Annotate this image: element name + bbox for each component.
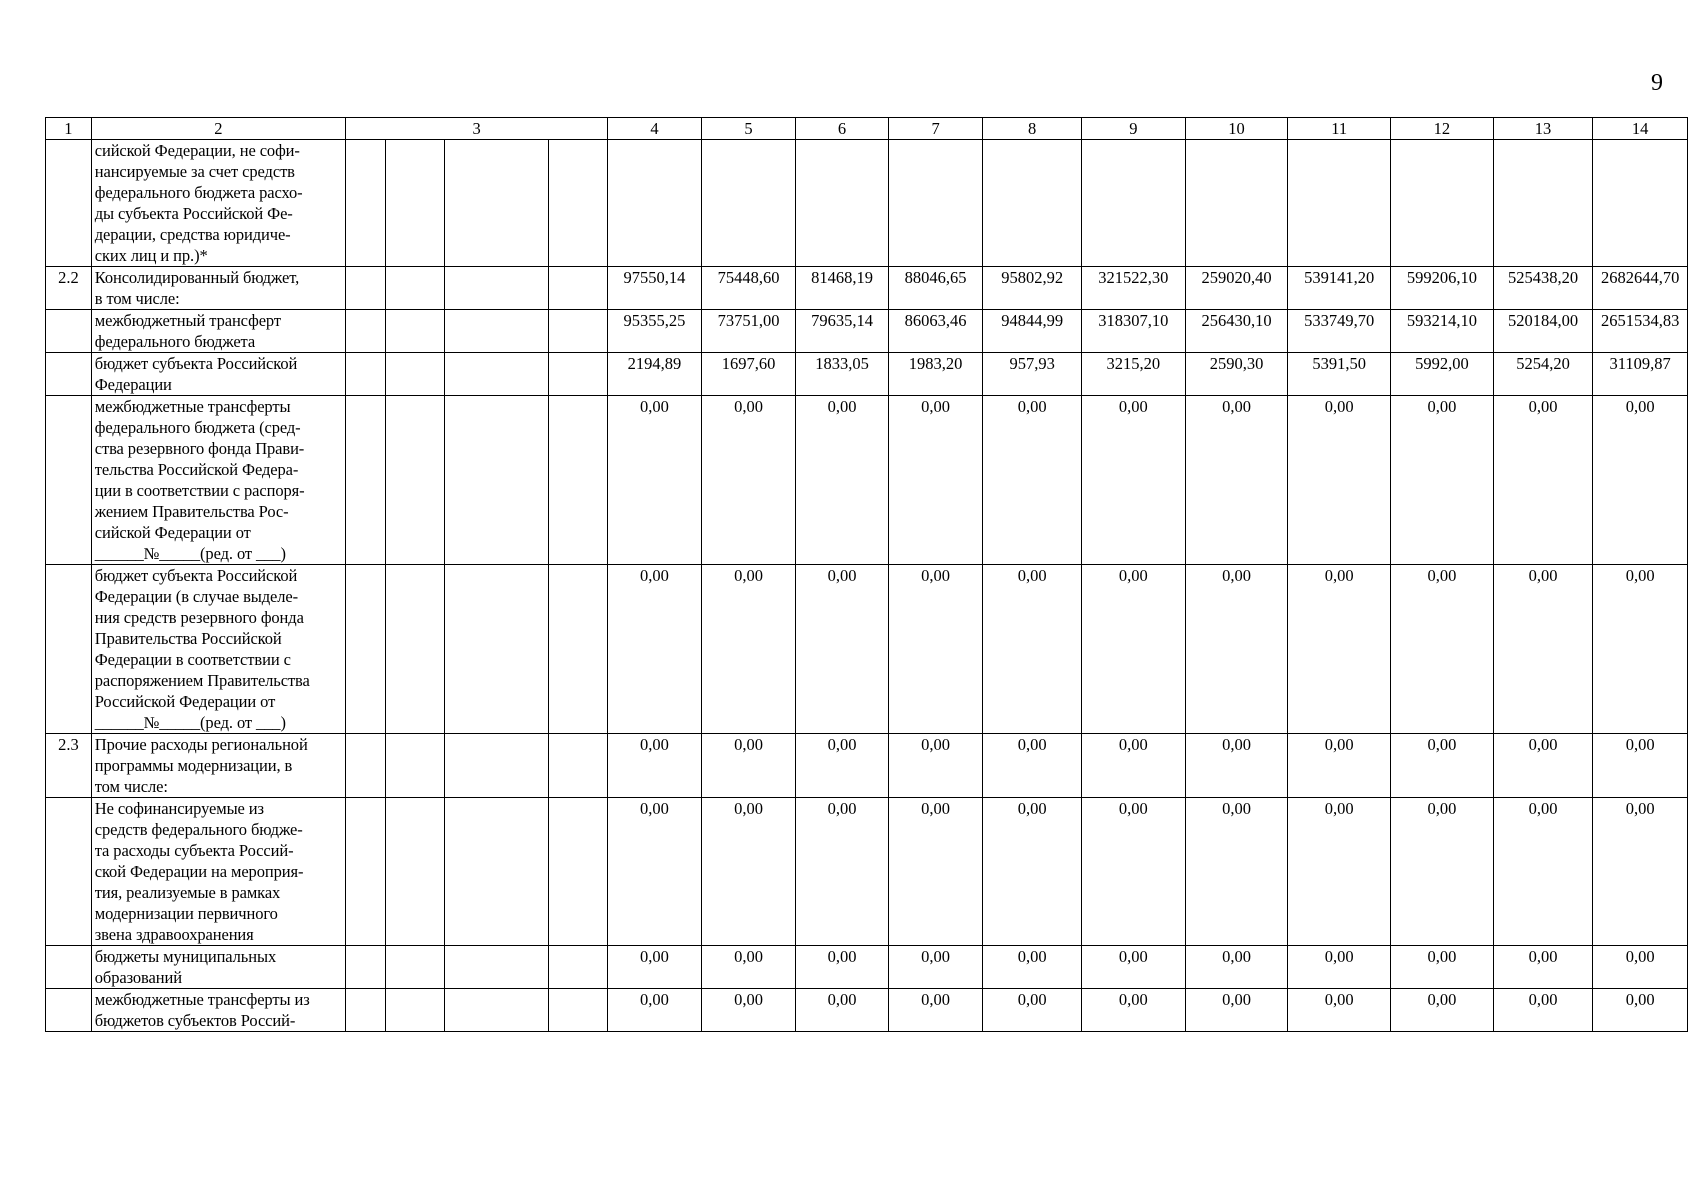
empty-cell bbox=[549, 267, 608, 310]
row-label-line: межбюджетный трансферт bbox=[94, 311, 281, 330]
row-label-line: межбюджетные трансферты bbox=[94, 397, 291, 416]
value-cell: 2651534,83 bbox=[1593, 310, 1688, 353]
empty-cell bbox=[385, 310, 444, 353]
row-label-line: образований bbox=[94, 968, 182, 987]
empty-cell bbox=[444, 798, 549, 946]
value-cell: 321522,30 bbox=[1081, 267, 1185, 310]
row-label bbox=[91, 989, 345, 1032]
column-header: 4 bbox=[608, 118, 702, 140]
value-cell: 75448,60 bbox=[701, 267, 796, 310]
empty-cell bbox=[444, 734, 549, 798]
value-cell: 95355,25 bbox=[608, 310, 702, 353]
value-cell: 3215,20 bbox=[1081, 353, 1185, 396]
row-label bbox=[91, 310, 345, 353]
empty-cell bbox=[345, 946, 385, 989]
value-cell: 0,00 bbox=[1185, 396, 1288, 565]
header-row bbox=[46, 118, 1688, 140]
value-cell: 0,00 bbox=[608, 946, 702, 989]
table-row bbox=[46, 267, 1688, 310]
value-cell: 0,00 bbox=[701, 989, 796, 1032]
empty-cell bbox=[549, 396, 608, 565]
empty-cell bbox=[385, 798, 444, 946]
empty-cell bbox=[345, 140, 385, 267]
empty-cell bbox=[345, 353, 385, 396]
empty-cell bbox=[385, 267, 444, 310]
value-cell: 94844,99 bbox=[983, 310, 1082, 353]
table-row bbox=[46, 353, 1688, 396]
value-cell: 5992,00 bbox=[1391, 353, 1494, 396]
value-cell: 0,00 bbox=[796, 565, 889, 734]
empty-cell bbox=[444, 946, 549, 989]
row-label-line: звена здравоохранения bbox=[94, 925, 254, 944]
value-cell: 0,00 bbox=[796, 989, 889, 1032]
row-label-line: ских лиц и пр.)* bbox=[94, 246, 208, 265]
row-label-line: распоряжением Правительства bbox=[94, 671, 310, 690]
value-cell: 0,00 bbox=[1185, 734, 1288, 798]
row-label bbox=[91, 734, 345, 798]
value-cell: 0,00 bbox=[608, 734, 702, 798]
value-cell: 0,00 bbox=[1593, 565, 1688, 734]
row-label bbox=[91, 140, 345, 267]
row-label-line: Консолидированный бюджет, bbox=[94, 268, 300, 287]
value-cell: 0,00 bbox=[888, 565, 983, 734]
value-cell: 0,00 bbox=[1593, 946, 1688, 989]
empty-cell bbox=[549, 734, 608, 798]
value-cell: 0,00 bbox=[983, 989, 1082, 1032]
value-cell bbox=[1593, 140, 1688, 267]
value-cell: 0,00 bbox=[1493, 989, 1593, 1032]
row-label-line: ______№_____(ред. от ___) bbox=[94, 713, 286, 732]
row-label-line: бюджетов субъектов Россий- bbox=[94, 1011, 296, 1030]
column-header: 7 bbox=[888, 118, 983, 140]
value-cell: 0,00 bbox=[1391, 946, 1494, 989]
empty-cell bbox=[549, 565, 608, 734]
value-cell: 97550,14 bbox=[608, 267, 702, 310]
empty-cell bbox=[549, 946, 608, 989]
value-cell: 0,00 bbox=[983, 396, 1082, 565]
column-header: 14 bbox=[1593, 118, 1688, 140]
row-label-line: модернизации первичного bbox=[94, 904, 278, 923]
empty-cell bbox=[385, 565, 444, 734]
value-cell: 95802,92 bbox=[983, 267, 1082, 310]
row-label-line: нансируемые за счет средств bbox=[94, 162, 295, 181]
row-label-line: сийской Федерации, не софи- bbox=[94, 141, 300, 160]
value-cell: 0,00 bbox=[983, 734, 1082, 798]
row-label-line: межбюджетные трансферты из bbox=[94, 990, 310, 1009]
empty-cell bbox=[549, 310, 608, 353]
empty-cell bbox=[345, 989, 385, 1032]
row-label-line: федерального бюджета расхо- bbox=[94, 183, 303, 202]
row-label-line: жением Правительства Рос- bbox=[94, 502, 289, 521]
row-number bbox=[46, 396, 92, 565]
value-cell: 0,00 bbox=[1288, 396, 1391, 565]
budget-table bbox=[45, 117, 1688, 1032]
value-cell: 0,00 bbox=[1288, 565, 1391, 734]
value-cell: 0,00 bbox=[608, 989, 702, 1032]
empty-cell bbox=[385, 734, 444, 798]
column-header: 1 bbox=[46, 118, 92, 140]
value-cell: 0,00 bbox=[796, 946, 889, 989]
row-number bbox=[46, 989, 92, 1032]
value-cell: 0,00 bbox=[1185, 798, 1288, 946]
value-cell: 0,00 bbox=[701, 734, 796, 798]
value-cell: 79635,14 bbox=[796, 310, 889, 353]
column-header: 3 bbox=[345, 118, 607, 140]
value-cell: 0,00 bbox=[796, 798, 889, 946]
row-label bbox=[91, 267, 345, 310]
empty-cell bbox=[345, 310, 385, 353]
row-label-line: тельства Российской Федера- bbox=[94, 460, 299, 479]
value-cell: 0,00 bbox=[888, 396, 983, 565]
value-cell: 0,00 bbox=[1493, 798, 1593, 946]
value-cell bbox=[888, 140, 983, 267]
value-cell bbox=[1081, 140, 1185, 267]
value-cell: 0,00 bbox=[1081, 734, 1185, 798]
row-label-line: бюджет субъекта Российской bbox=[94, 566, 298, 585]
page-number: 9 bbox=[1651, 70, 1663, 96]
table-row bbox=[46, 140, 1688, 267]
row-label bbox=[91, 396, 345, 565]
value-cell: 0,00 bbox=[1493, 565, 1593, 734]
value-cell bbox=[1288, 140, 1391, 267]
empty-cell bbox=[549, 798, 608, 946]
value-cell: 0,00 bbox=[1593, 989, 1688, 1032]
column-header: 10 bbox=[1185, 118, 1288, 140]
empty-cell bbox=[444, 310, 549, 353]
row-label-line: ции в соответствии с распоря- bbox=[94, 481, 305, 500]
column-header: 12 bbox=[1391, 118, 1494, 140]
value-cell: 31109,87 bbox=[1593, 353, 1688, 396]
value-cell: 1833,05 bbox=[796, 353, 889, 396]
value-cell: 0,00 bbox=[1288, 798, 1391, 946]
empty-cell bbox=[345, 565, 385, 734]
empty-cell bbox=[345, 396, 385, 565]
value-cell: 259020,40 bbox=[1185, 267, 1288, 310]
row-label-line: сийской Федерации от bbox=[94, 523, 251, 542]
row-label-line: Федерации в соответствии с bbox=[94, 650, 291, 669]
value-cell bbox=[608, 140, 702, 267]
value-cell: 1983,20 bbox=[888, 353, 983, 396]
value-cell: 0,00 bbox=[1081, 565, 1185, 734]
value-cell: 0,00 bbox=[701, 396, 796, 565]
value-cell bbox=[796, 140, 889, 267]
table-row bbox=[46, 946, 1688, 989]
value-cell: 1697,60 bbox=[701, 353, 796, 396]
column-header: 8 bbox=[983, 118, 1082, 140]
row-label-line: дерации, средства юридиче- bbox=[94, 225, 291, 244]
row-label bbox=[91, 353, 345, 396]
value-cell: 5254,20 bbox=[1493, 353, 1593, 396]
table-row bbox=[46, 565, 1688, 734]
value-cell: 5391,50 bbox=[1288, 353, 1391, 396]
value-cell: 0,00 bbox=[1391, 734, 1494, 798]
value-cell: 957,93 bbox=[983, 353, 1082, 396]
row-label-line: тия, реализуемые в рамках bbox=[94, 883, 281, 902]
value-cell: 0,00 bbox=[983, 798, 1082, 946]
value-cell: 2194,89 bbox=[608, 353, 702, 396]
value-cell bbox=[1185, 140, 1288, 267]
value-cell bbox=[1493, 140, 1593, 267]
value-cell: 599206,10 bbox=[1391, 267, 1494, 310]
empty-cell bbox=[549, 989, 608, 1032]
value-cell: 0,00 bbox=[1493, 734, 1593, 798]
row-label-line: ния средств резервного фонда bbox=[94, 608, 304, 627]
empty-cell bbox=[345, 798, 385, 946]
row-label-line: Федерации bbox=[94, 375, 172, 394]
empty-cell bbox=[444, 140, 549, 267]
row-label-line: ды субъекта Российской Фе- bbox=[94, 204, 293, 223]
column-header: 13 bbox=[1493, 118, 1593, 140]
value-cell: 0,00 bbox=[1493, 396, 1593, 565]
row-label-line: Не софинансируемые из bbox=[94, 799, 264, 818]
column-header: 2 bbox=[91, 118, 345, 140]
row-number: 2.2 bbox=[46, 267, 92, 310]
column-header: 9 bbox=[1081, 118, 1185, 140]
row-label-line: федерального бюджета (сред- bbox=[94, 418, 301, 437]
empty-cell bbox=[444, 396, 549, 565]
value-cell: 0,00 bbox=[608, 565, 702, 734]
row-label-line: бюджет субъекта Российской bbox=[94, 354, 298, 373]
value-cell: 256430,10 bbox=[1185, 310, 1288, 353]
value-cell: 0,00 bbox=[983, 946, 1082, 989]
row-number bbox=[46, 310, 92, 353]
row-number bbox=[46, 353, 92, 396]
row-label-line: том числе: bbox=[94, 777, 168, 796]
value-cell: 0,00 bbox=[1391, 989, 1494, 1032]
row-number bbox=[46, 565, 92, 734]
value-cell: 0,00 bbox=[1593, 734, 1688, 798]
empty-cell bbox=[385, 396, 444, 565]
empty-cell bbox=[345, 734, 385, 798]
value-cell: 0,00 bbox=[608, 798, 702, 946]
row-number bbox=[46, 946, 92, 989]
table-row bbox=[46, 989, 1688, 1032]
table-row bbox=[46, 396, 1688, 565]
value-cell: 318307,10 bbox=[1081, 310, 1185, 353]
value-cell: 520184,00 bbox=[1493, 310, 1593, 353]
row-label-line: Правительства Российской bbox=[94, 629, 282, 648]
value-cell: 0,00 bbox=[888, 989, 983, 1032]
row-label-line: программы модернизации, в bbox=[94, 756, 293, 775]
column-header: 5 bbox=[701, 118, 796, 140]
row-number: 2.3 bbox=[46, 734, 92, 798]
value-cell: 88046,65 bbox=[888, 267, 983, 310]
empty-cell bbox=[385, 353, 444, 396]
column-header: 6 bbox=[796, 118, 889, 140]
empty-cell bbox=[444, 989, 549, 1032]
value-cell: 0,00 bbox=[701, 565, 796, 734]
value-cell: 525438,20 bbox=[1493, 267, 1593, 310]
value-cell bbox=[701, 140, 796, 267]
empty-cell bbox=[444, 565, 549, 734]
value-cell: 0,00 bbox=[701, 946, 796, 989]
value-cell: 0,00 bbox=[1185, 946, 1288, 989]
table-row bbox=[46, 310, 1688, 353]
value-cell: 0,00 bbox=[796, 734, 889, 798]
empty-cell bbox=[549, 353, 608, 396]
row-label-line: ______№_____(ред. от ___) bbox=[94, 544, 286, 563]
value-cell: 0,00 bbox=[796, 396, 889, 565]
value-cell: 0,00 bbox=[888, 734, 983, 798]
row-label bbox=[91, 798, 345, 946]
value-cell: 86063,46 bbox=[888, 310, 983, 353]
row-number bbox=[46, 140, 92, 267]
value-cell: 0,00 bbox=[1081, 798, 1185, 946]
empty-cell bbox=[549, 140, 608, 267]
row-label-line: средств федерального бюдже- bbox=[94, 820, 303, 839]
value-cell: 0,00 bbox=[1288, 946, 1391, 989]
row-label-line: ства резервного фонда Прави- bbox=[94, 439, 305, 458]
value-cell: 0,00 bbox=[1391, 565, 1494, 734]
row-label bbox=[91, 946, 345, 989]
row-label-line: Российской Федерации от bbox=[94, 692, 276, 711]
empty-cell bbox=[444, 267, 549, 310]
row-label-line: в том числе: bbox=[94, 289, 180, 308]
value-cell: 0,00 bbox=[1081, 946, 1185, 989]
row-label-line: Прочие расходы региональной bbox=[94, 735, 308, 754]
value-cell: 533749,70 bbox=[1288, 310, 1391, 353]
value-cell: 0,00 bbox=[1493, 946, 1593, 989]
empty-cell bbox=[385, 140, 444, 267]
value-cell: 0,00 bbox=[1185, 989, 1288, 1032]
row-label-line: та расходы субъекта Россий- bbox=[94, 841, 294, 860]
value-cell: 0,00 bbox=[1081, 989, 1185, 1032]
value-cell: 593214,10 bbox=[1391, 310, 1494, 353]
value-cell: 73751,00 bbox=[701, 310, 796, 353]
value-cell: 0,00 bbox=[1593, 396, 1688, 565]
value-cell: 0,00 bbox=[1288, 734, 1391, 798]
value-cell: 0,00 bbox=[1593, 798, 1688, 946]
value-cell: 81468,19 bbox=[796, 267, 889, 310]
table-row bbox=[46, 734, 1688, 798]
column-header: 11 bbox=[1288, 118, 1391, 140]
value-cell: 0,00 bbox=[888, 798, 983, 946]
value-cell bbox=[983, 140, 1082, 267]
value-cell: 2590,30 bbox=[1185, 353, 1288, 396]
value-cell: 0,00 bbox=[1391, 798, 1494, 946]
value-cell: 0,00 bbox=[701, 798, 796, 946]
empty-cell bbox=[385, 989, 444, 1032]
empty-cell bbox=[345, 267, 385, 310]
row-label-line: бюджеты муниципальных bbox=[94, 947, 277, 966]
empty-cell bbox=[444, 353, 549, 396]
value-cell: 0,00 bbox=[983, 565, 1082, 734]
table-row bbox=[46, 798, 1688, 946]
value-cell: 539141,20 bbox=[1288, 267, 1391, 310]
value-cell: 0,00 bbox=[1391, 396, 1494, 565]
row-label-line: Федерации (в случае выделе- bbox=[94, 587, 299, 606]
value-cell: 0,00 bbox=[1288, 989, 1391, 1032]
row-label-line: федерального бюджета bbox=[94, 332, 256, 351]
empty-cell bbox=[385, 946, 444, 989]
value-cell: 2682644,70 bbox=[1593, 267, 1688, 310]
value-cell bbox=[1391, 140, 1494, 267]
row-label bbox=[91, 565, 345, 734]
value-cell: 0,00 bbox=[608, 396, 702, 565]
value-cell: 0,00 bbox=[1081, 396, 1185, 565]
value-cell: 0,00 bbox=[888, 946, 983, 989]
row-number bbox=[46, 798, 92, 946]
value-cell: 0,00 bbox=[1185, 565, 1288, 734]
row-label-line: ской Федерации на мероприя- bbox=[94, 862, 304, 881]
